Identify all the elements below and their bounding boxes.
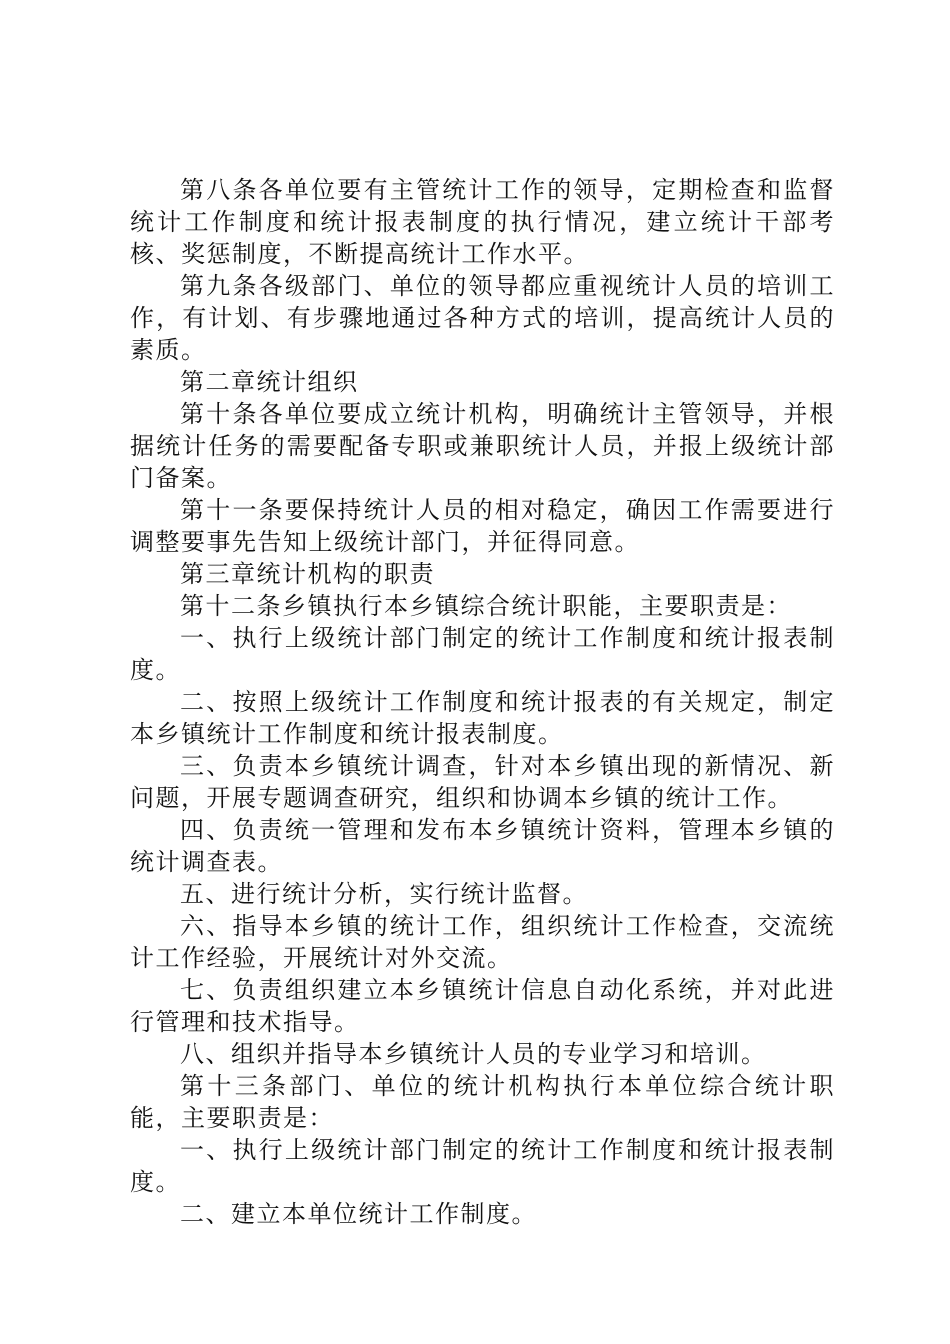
article-9: 第九条各级部门、单位的领导都应重视统计人员的培训工作，有计划、有步骤地通过各种方式的培训，提高统计人员的素质。: [130, 272, 835, 364]
article-12-item-2: 二、按照上级统计工作制度和统计报表的有关规定，制定本乡镇统计工作制度和统计报表制度。: [130, 688, 835, 748]
article-13-item-2: 二、建立本单位统计工作制度。: [180, 1200, 537, 1228]
article-13-item-1: 一、执行上级统计部门制定的统计工作制度和统计报表制度。: [130, 1136, 835, 1196]
article-13: 第十三条部门、单位的统计机构执行本单位综合统计职能，主要职责是：: [130, 1072, 835, 1132]
article-12-item-7: 七、负责组织建立本乡镇统计信息自动化系统，并对此进行管理和技术指导。: [130, 976, 835, 1036]
chapter-3-heading: 第三章统计机构的职责: [180, 560, 435, 588]
article-12-item-4: 四、负责统一管理和发布本乡镇统计资料，管理本乡镇的统计调查表。: [130, 816, 835, 876]
article-12-item-3: 三、负责本乡镇统计调查，针对本乡镇出现的新情况、新问题，开展专题调查研究，组织和协调本乡镇的统计工作。: [130, 752, 835, 812]
chapter-2-heading: 第二章统计组织: [180, 368, 359, 396]
article-12-item-1: 一、执行上级统计部门制定的统计工作制度和统计报表制度。: [130, 624, 835, 684]
article-12-item-6: 六、指导本乡镇的统计工作，组织统计工作检查，交流统计工作经验，开展统计对外交流。: [130, 912, 835, 972]
article-12: 第十二条乡镇执行本乡镇综合统计职能，主要职责是：: [180, 592, 792, 620]
article-12-item-8: 八、组织并指导本乡镇统计人员的专业学习和培训。: [180, 1040, 767, 1068]
document-body: [130, 174, 835, 1230]
article-10: 第十条各单位要成立统计机构，明确统计主管领导，并根据统计任务的需要配备专职或兼职统计人员，并报上级统计部门备案。: [130, 400, 835, 492]
article-12-item-5: 五、进行统计分析，实行统计监督。: [180, 880, 588, 908]
article-11: 第十一条要保持统计人员的相对稳定，确因工作需要进行调整要事先告知上级统计部门，并征得同意。: [130, 496, 835, 556]
article-8: 第八条各单位要有主管统计工作的领导，定期检查和监督统计工作制度和统计报表制度的执行情况，建立统计干部考核、奖惩制度，不断提高统计工作水平。: [130, 176, 835, 268]
